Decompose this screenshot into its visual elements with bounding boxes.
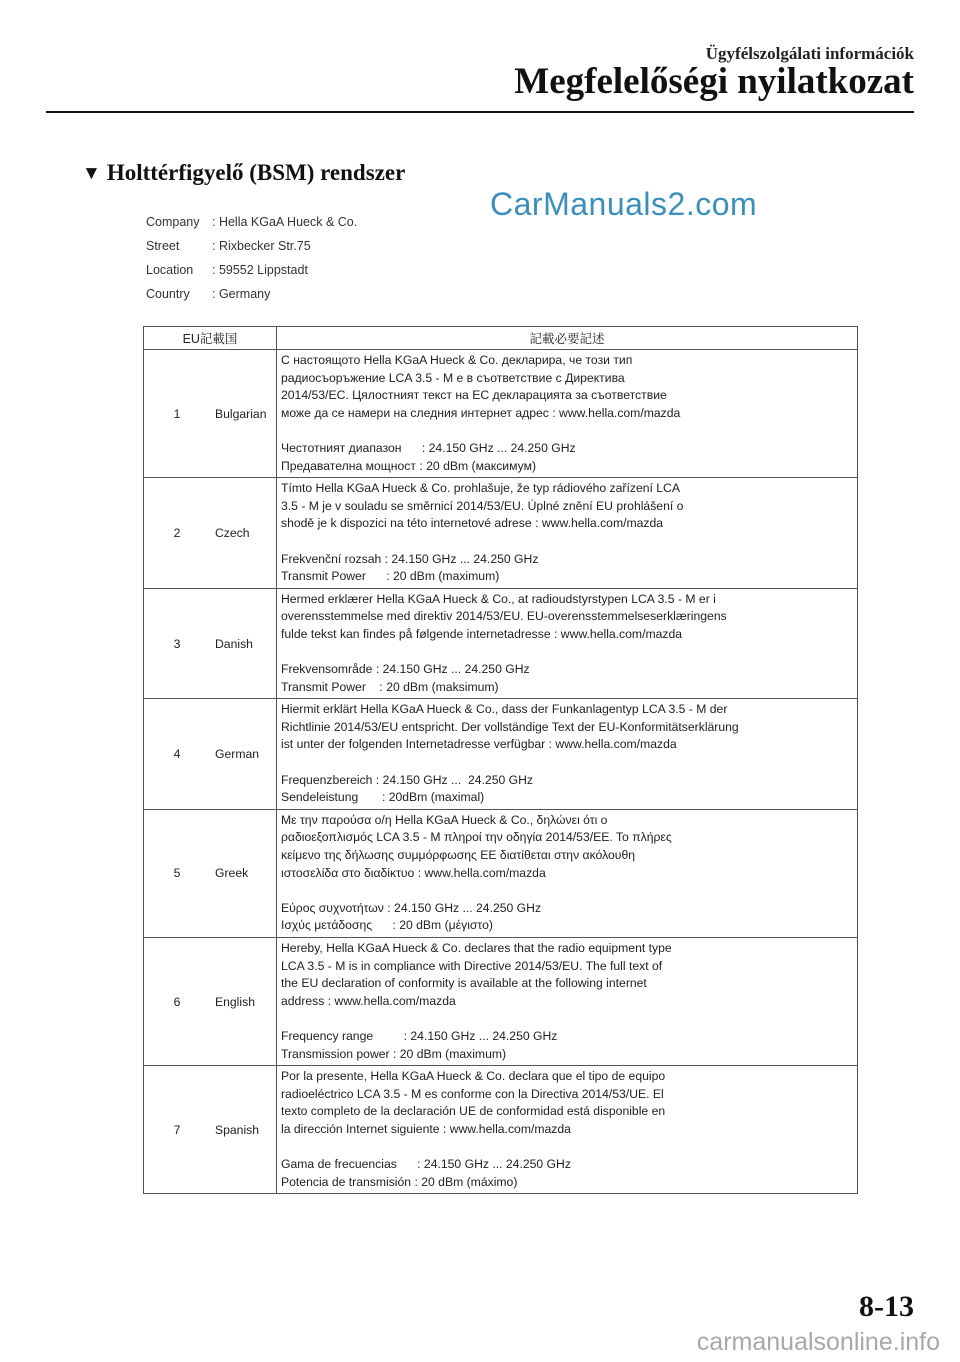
row-language: Bulgarian xyxy=(210,350,277,478)
table-row xyxy=(144,478,858,589)
declaration-cell xyxy=(277,478,858,589)
declaration-text: Με την παρούσα ο/η Hella KGaA Hueck & Co., δηλώνει ότι ο ραδιοεξοπλισμός LCA 3.5 - M πληροί την οδηγία 2014/53/ΕΕ. Το πλήρες κείμενο της δήλωσης συμμόρφωσης ΕΕ διατίθεται στην ακόλουθη ιστοσελίδα στο διαδίκτυο : www.hella.com/mazda xyxy=(281,812,672,880)
row-number: 6 xyxy=(144,938,211,1066)
section-title: Holttérfigyelő (BSM) rendszer xyxy=(106,160,406,185)
table-row xyxy=(144,350,858,478)
section-heading xyxy=(82,160,405,186)
row-language: Greek xyxy=(210,809,277,937)
info-label: Location xyxy=(146,263,194,277)
page-number: 8-13 xyxy=(859,1290,914,1323)
table-row xyxy=(144,809,858,937)
header-eu-country: EU記載国 xyxy=(144,327,277,350)
country-row xyxy=(146,282,357,306)
declaration-text: Hereby, Hella KGaA Hueck & Co. declares that the radio equipment type LCA 3.5 - M is in compliance with Directive 2014/53/EU. The full text of the EU declaration of conformity is available at the following internet address : www.hella.com/mazda xyxy=(281,941,672,1008)
row-number: 4 xyxy=(144,699,211,810)
declaration-text: С настоящото Hella KGaA Hueck & Co. декларира, че този тип радиосъоръжение LCA 3.5 - M е в съответствие с Директива 2014/53/ЕС. Цялостният текст на ЕС декларацията за съответствие може да се намери на следния интернет адрес : www.hella.com/mazda xyxy=(281,353,681,420)
row-language: German xyxy=(210,699,277,810)
spec-text: Frequenzbereich : 24.150 GHz ... 24.250 GHz Sendeleistung : 20dBm (maximal) xyxy=(281,772,534,805)
info-value: : Hella KGaA Hueck & Co. xyxy=(212,215,358,229)
info-value: : Rixbecker Str.75 xyxy=(212,239,311,253)
spec-text: Frequency range : 24.150 GHz ... 24.250 GHz Transmission power : 20 dBm (maximum) xyxy=(281,1028,558,1061)
declaration-cell xyxy=(277,699,858,810)
spec-text: Frekvenční rozsah : 24.150 GHz ... 24.250 GHz Transmit Power : 20 dBm (maximum) xyxy=(281,551,539,584)
triangle-marker-icon: ▼ xyxy=(82,163,101,184)
row-number: 1 xyxy=(144,350,211,478)
declaration-text: Tímto Hella KGaA Hueck & Co. prohlašuje, že typ rádiového zařízení LCA 3.5 - M je v souladu se směrnicí 2014/53/EU. Úplné znění EU prohlášení o shodě je k dispozici na této internetové adrese : www.hella.com/mazda xyxy=(281,481,684,531)
declaration-text: Hermed erklærer Hella KGaA Hueck & Co., at radioudstyrstypen LCA 3.5 - M er i overensstemmelse med direktiv 2014/53/EU. EU-overensstemmelseserklæringens fulde tekst kan findes på følgende internetadresse : www.hella.com/mazda xyxy=(281,591,727,641)
footer-watermark: carmanualsonline.info xyxy=(696,1328,940,1356)
header-required-text: 記載必要記述 xyxy=(277,327,858,350)
company-info xyxy=(146,210,357,306)
spec-text: Frekvensområde : 24.150 GHz ... 24.250 GHz Transmit Power : 20 dBm (maksimum) xyxy=(281,662,530,694)
row-language: Spanish xyxy=(210,1066,277,1194)
page-title: Megfelelőségi nyilatkozat xyxy=(514,61,914,102)
header-rule xyxy=(46,111,914,113)
spec-text: Gama de frecuencias : 24.150 GHz ... 24.250 GHz Potencia de transmisión : 20 dBm (máximo) xyxy=(281,1157,571,1189)
table-header-row xyxy=(144,327,858,350)
table-row xyxy=(144,699,858,810)
chapter-subtitle: Ügyfélszolgálati információk xyxy=(705,44,914,63)
row-number: 7 xyxy=(144,1066,211,1194)
table-row xyxy=(144,588,858,699)
row-number: 2 xyxy=(144,478,211,589)
row-number: 3 xyxy=(144,588,211,699)
declaration-cell xyxy=(277,1066,858,1194)
street-row xyxy=(146,234,357,258)
declaration-cell xyxy=(277,938,858,1066)
row-language: English xyxy=(210,938,277,1066)
row-number: 5 xyxy=(144,809,211,937)
declaration-cell xyxy=(277,588,858,699)
location-row xyxy=(146,258,357,282)
company-row xyxy=(146,210,357,234)
info-label: Street xyxy=(146,239,180,253)
table-row xyxy=(144,938,858,1066)
spec-text: Честотният диапазон : 24.150 GHz ... 24.250 GHz Предавателна мощност : 20 dBm (максимум) xyxy=(281,440,576,473)
declaration-text: Hiermit erklärt Hella KGaA Hueck & Co., dass der Funkanlagentyp LCA 3.5 - M der Richtlinie 2014/53/EU entspricht. Der vollständige Text der EU-Konformitätserklärung ist unter der folgenden Internetadresse verfügbar : www.hella.com/mazda xyxy=(281,702,739,752)
declaration-table xyxy=(143,326,858,1194)
declaration-text: Por la presente, Hella KGaA Hueck & Co. declara que el tipo de equipo radioeléctrico LCA 3.5 - M es conforme con la Directiva 2014/53/UE. El texto completo de la declaración UE de conformidad está disponible en la dirección Internet siguiente : www.hella.com/mazda xyxy=(281,1069,666,1136)
table-row xyxy=(144,1066,858,1194)
info-value: : 59552 Lippstadt xyxy=(212,263,308,277)
info-label: Country xyxy=(146,287,190,301)
declaration-cell xyxy=(277,350,858,478)
spec-text: Εύρος συχνοτήτων : 24.150 GHz ... 24.250 GHz Ισχύς μετάδοσης : 20 dBm (μέγιστο) xyxy=(281,900,542,933)
row-language: Danish xyxy=(210,588,277,699)
declaration-cell xyxy=(277,809,858,937)
row-language: Czech xyxy=(210,478,277,589)
info-label: Company xyxy=(146,215,200,229)
watermark-link[interactable]: CarManuals2.com xyxy=(490,186,758,222)
info-value: : Germany xyxy=(212,287,271,301)
